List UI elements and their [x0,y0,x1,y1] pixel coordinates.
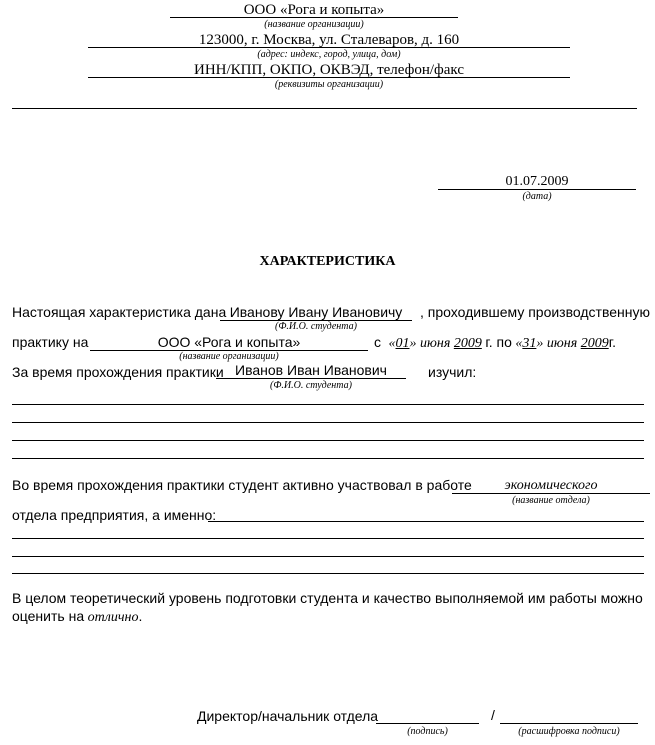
signature-line [376,723,479,724]
org-address-line [88,47,570,48]
signature-slash: / [491,707,495,723]
activity-line-inline [208,521,644,522]
day-from: 01 [395,336,410,351]
studied-blank-line-4 [12,458,644,459]
activity-blank-line-2 [12,556,644,557]
student-name-line [216,378,406,379]
studied-blank-line-2 [12,422,644,423]
student-name: Иванов Иван Иванович [235,362,387,378]
org-name-caption: (название организации) [264,19,364,30]
year-suffix-to: г. [608,334,616,350]
from-label: с [374,334,381,350]
department-line [452,493,650,494]
p2-start: практику на [12,334,89,350]
practice-org-caption: (название организации) [179,351,279,362]
signature-decode-caption: (расшифровка подписи) [518,726,620,737]
open-quote-from: « [388,336,396,351]
p6-line1: В целом теоретический уровень подготовки студента и качество выполняемой им работы можно [12,590,643,606]
year-suffix-from: г. по [485,334,512,350]
p3-start: За время прохождения практики [12,364,224,380]
studied-blank-line-3 [12,440,644,441]
activity-blank-line-3 [12,573,644,574]
open-quote-to: « [515,336,523,351]
org-requisites: ИНН/КПП, ОКПО, ОКВЭД, телефон/факс [194,62,464,78]
p1-end: , проходившему производственную [420,304,650,320]
month-from: июня [420,336,451,351]
p6-line2 [12,609,142,625]
org-name: ООО «Рога и копыта» [243,2,385,18]
document-date: 01.07.2009 [505,174,569,189]
fio-caption-2: (Ф.И.О. студента) [270,380,352,391]
p4-start: Во время прохождения практики студент активно участвовал в работе [12,477,472,493]
document-title: ХАРАКТЕРИСТИКА [259,254,396,269]
org-name-line [170,17,458,18]
year-from: 2009 [453,336,482,351]
org-address-caption: (адрес: индекс, город, улица, дом) [257,49,401,60]
p5-start: отдела предприятия, а именно: [12,507,217,523]
month-to: июня [546,336,578,351]
org-address: 123000, г. Москва, ул. Сталеваров, д. 160 [198,32,460,48]
practice-org-name: ООО «Рога и копыта» [157,334,301,350]
p6-start: оценить на [12,608,85,624]
practice-period [374,335,616,351]
grade: отлично [87,610,139,625]
year-to: 2009 [580,336,609,351]
org-requisites-caption: (реквизиты организации) [274,79,384,90]
header-separator [12,108,637,109]
signatory-position: Директор/начальник отдела [197,708,379,724]
fio-caption: (Ф.И.О. студента) [275,321,357,332]
p6-end: . [138,608,143,624]
department-name: экономического [504,478,598,493]
p1-start: Настоящая характеристика дана [12,304,227,320]
department-caption: (название отдела) [512,495,590,506]
close-quote-from: » [409,336,417,351]
activity-blank-line-1 [12,538,644,539]
student-name-dative: Иванову Ивану Ивановичу [229,304,403,320]
studied-blank-line-1 [12,404,644,405]
org-requisites-line [88,77,570,78]
close-quote-to: » [536,336,544,351]
date-caption: (дата) [522,191,552,202]
date-line [438,189,636,190]
signature-decode-line [500,723,638,724]
day-to: 31 [522,336,537,351]
studied-label: изучил: [428,364,477,380]
signature-caption: (подпись) [407,726,448,737]
